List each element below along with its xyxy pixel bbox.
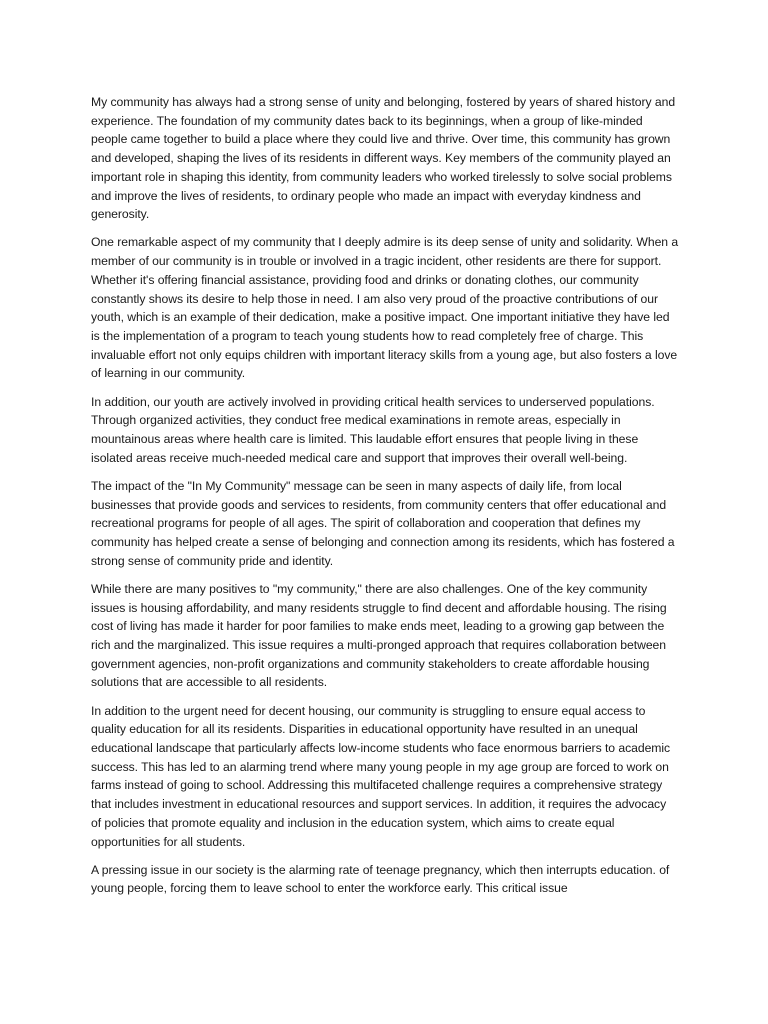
document-body [91, 93, 679, 908]
paragraph-unity-solidarity: One remarkable aspect of my community that I deeply admire is its deep sense of unity and solidarity. When a member of our community is in trouble or involved in a tragic incident, other residents are there for support. Whether it's offering financial assistance, providing food and drinks or donating clothes, our community constantly shows its desire to help those in need. I am also very proud of the proactive contributions of our youth, which is an example of their dedication, make a positive impact. One important initiative they have led is the implementation of a program to teach young students how to read completely free of charge. This invaluable effort not only equips children with important literacy skills from a young age, but also fosters a love of learning in our community. [91, 235, 679, 381]
paragraph-youth-health-services: In addition, our youth are actively involved in providing critical health services to underserved populations. Through organized activities, they conduct free medical examinations in remote areas, especially in mountainous areas where health care is limited. This laudable effort ensures that people living in these isolated areas receive much-needed medical care and support that improves their overall well-being. [91, 394, 655, 465]
paragraph-education-access: In addition to the urgent need for decent housing, our community is struggling to ensure equal access to quality education for all its residents. Disparities in educational opportunity have resulted in an unequal educational landscape that particularly affects low-income students who face enormous barriers to academic success. This has led to an alarming trend where many young people in my age group are forced to work on farms instead of going to school. Addressing this multifaceted challenge requires a comprehensive strategy that includes investment in educational resources and support services. In addition, it requires the advocacy of policies that promote equality and inclusion in the education system, which aims to create equal opportunities for all students. [91, 703, 671, 849]
paragraph-community-impact: The impact of the "In My Community" message can be seen in many aspects of daily life, from local businesses that provide goods and services to residents, from community centers that offer educational and recreational programs for people of all ages. The spirit of collaboration and cooperation that defines my community has helped create a sense of belonging and connection among its residents, which has fostered a strong sense of community pride and identity. [91, 478, 675, 568]
paragraph-housing-challenges: While there are many positives to "my community," there are also challenges. One of the key community issues is housing affordability, and many residents struggle to find decent and affordable housing. The rising cost of living has made it harder for poor families to make ends meet, leading to a growing gap between the rich and the marginalized. This issue requires a multi-pronged approach that requires collaboration between government agencies, non-profit organizations and community stakeholders to create affordable housing solutions that are accessible to all residents. [91, 581, 667, 690]
paragraph-teenage-pregnancy: A pressing issue in our society is the alarming rate of teenage pregnancy, which then interrupts education. of young people, forcing them to leave school to enter the workforce early. This critical issue [91, 862, 670, 896]
paragraph-community-history: My community has always had a strong sense of unity and belonging, fostered by years of shared history and experience. The foundation of my community dates back to its beginnings, when a group of like-minded people came together to build a place where they could live and thrive. Over time, this community has grown and developed, shaping the lives of its residents in different ways. Key members of the community played an important role in shaping this identity, from community leaders who worked tirelessly to solve social problems and improve the lives of residents, to ordinary people who made an impact with everyday kindness and generosity. [91, 95, 676, 222]
